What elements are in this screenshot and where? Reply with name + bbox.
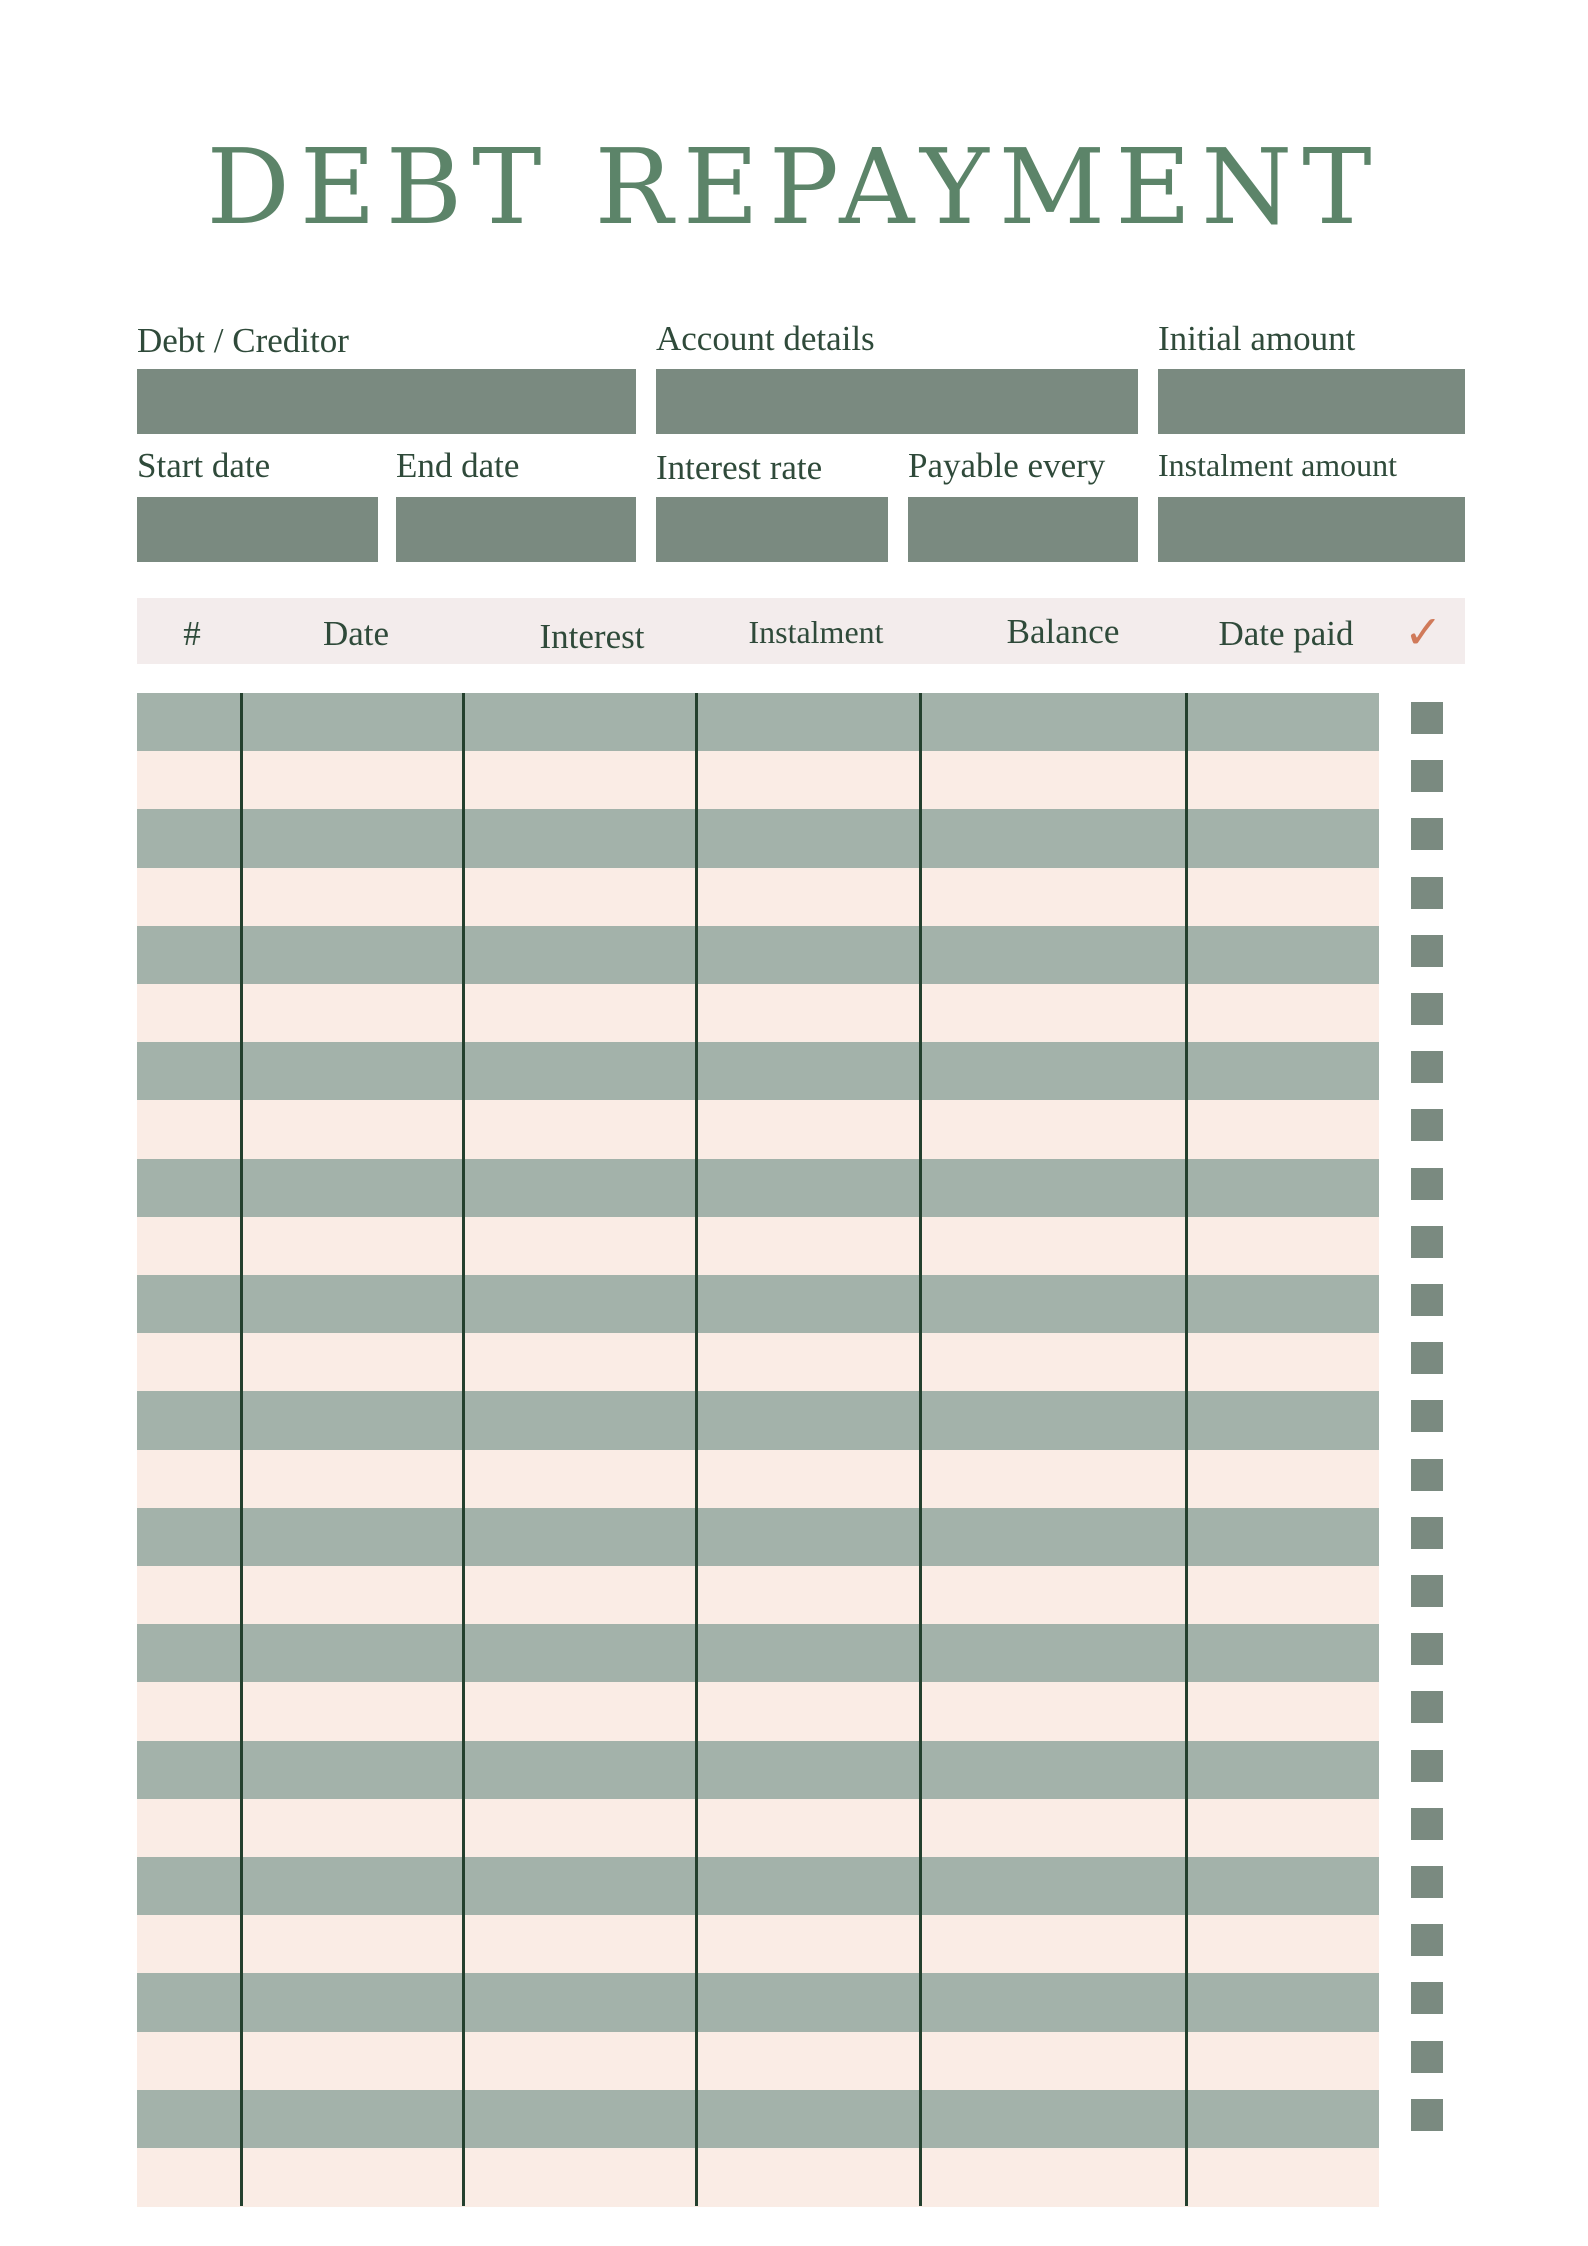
column-header-date-paid: Date paid — [1218, 614, 1354, 653]
interest-rate-label: Interest rate — [656, 448, 823, 487]
debt-creditor-field[interactable] — [137, 369, 636, 434]
paid-checkbox[interactable] — [1411, 1342, 1443, 1374]
table-row[interactable] — [137, 751, 1379, 810]
table-row[interactable] — [137, 1973, 1379, 2032]
table-row[interactable] — [137, 1100, 1379, 1159]
paid-checkbox[interactable] — [1411, 993, 1443, 1025]
paid-checkbox[interactable] — [1411, 1808, 1443, 1840]
payable-every-field[interactable] — [908, 497, 1138, 562]
column-divider — [919, 693, 922, 2206]
paid-checkbox[interactable] — [1411, 1750, 1443, 1782]
initial-amount-label: Initial amount — [1158, 319, 1356, 358]
table-row[interactable] — [137, 1275, 1379, 1334]
table-row[interactable] — [137, 693, 1379, 752]
table-row[interactable] — [137, 1741, 1379, 1800]
checkmark-icon: ✓ — [1404, 605, 1443, 659]
table-row[interactable] — [137, 1333, 1379, 1392]
paid-checkbox[interactable] — [1411, 1691, 1443, 1723]
paid-checkbox[interactable] — [1411, 1982, 1443, 2014]
column-header-number: # — [183, 614, 201, 653]
end-date-field[interactable] — [396, 497, 636, 562]
table-row[interactable] — [137, 1391, 1379, 1450]
column-header-interest: Interest — [539, 617, 645, 656]
page-title: DEBT REPAYMENT — [206, 126, 1382, 248]
table-row[interactable] — [137, 1217, 1379, 1276]
paid-checkbox[interactable] — [1411, 1051, 1443, 1083]
instalment-amount-label: Instalment amount — [1158, 447, 1398, 483]
table-row[interactable] — [137, 926, 1379, 985]
column-header-balance: Balance — [1006, 612, 1120, 651]
paid-checkbox[interactable] — [1411, 702, 1443, 734]
column-header-instalment: Instalment — [748, 614, 884, 650]
table-row[interactable] — [137, 1682, 1379, 1741]
start-date-label: Start date — [137, 446, 271, 485]
paid-checkbox[interactable] — [1411, 1866, 1443, 1898]
table-row[interactable] — [137, 2148, 1379, 2207]
table-row[interactable] — [137, 984, 1379, 1043]
account-details-field[interactable] — [656, 369, 1138, 434]
column-divider — [1185, 693, 1188, 2206]
paid-checkbox[interactable] — [1411, 1459, 1443, 1491]
table-row[interactable] — [137, 1508, 1379, 1567]
initial-amount-field[interactable] — [1158, 369, 1465, 434]
table-row[interactable] — [137, 1857, 1379, 1916]
table-row[interactable] — [137, 1450, 1379, 1509]
table-row[interactable] — [137, 1042, 1379, 1101]
paid-checkbox[interactable] — [1411, 2099, 1443, 2131]
table-row[interactable] — [137, 1566, 1379, 1625]
table-row[interactable] — [137, 1915, 1379, 1974]
debt-creditor-label: Debt / Creditor — [137, 321, 349, 360]
paid-checkbox[interactable] — [1411, 1575, 1443, 1607]
start-date-field[interactable] — [137, 497, 378, 562]
paid-checkbox[interactable] — [1411, 818, 1443, 850]
column-divider — [240, 693, 243, 2206]
table-row[interactable] — [137, 1159, 1379, 1218]
table-row[interactable] — [137, 1624, 1379, 1683]
paid-checkbox[interactable] — [1411, 1284, 1443, 1316]
table-row[interactable] — [137, 1799, 1379, 1858]
instalment-amount-field[interactable] — [1158, 497, 1465, 562]
account-details-label: Account details — [656, 319, 875, 358]
paid-checkbox[interactable] — [1411, 1633, 1443, 1665]
interest-rate-field[interactable] — [656, 497, 888, 562]
paid-checkbox[interactable] — [1411, 935, 1443, 967]
paid-checkbox[interactable] — [1411, 1400, 1443, 1432]
table-row[interactable] — [137, 809, 1379, 868]
column-header-date: Date — [322, 614, 390, 653]
paid-checkbox[interactable] — [1411, 1517, 1443, 1549]
table-row[interactable] — [137, 2032, 1379, 2091]
end-date-label: End date — [396, 446, 520, 485]
paid-checkbox[interactable] — [1411, 2041, 1443, 2073]
column-divider — [462, 693, 465, 2206]
payable-every-label: Payable every — [908, 446, 1106, 485]
paid-checkbox[interactable] — [1411, 1109, 1443, 1141]
paid-checkbox[interactable] — [1411, 760, 1443, 792]
table-row[interactable] — [137, 868, 1379, 927]
table-row[interactable] — [137, 2090, 1379, 2149]
paid-checkbox[interactable] — [1411, 877, 1443, 909]
paid-checkbox[interactable] — [1411, 1924, 1443, 1956]
paid-checkbox[interactable] — [1411, 1168, 1443, 1200]
paid-checkbox[interactable] — [1411, 1226, 1443, 1258]
column-divider — [695, 693, 698, 2206]
